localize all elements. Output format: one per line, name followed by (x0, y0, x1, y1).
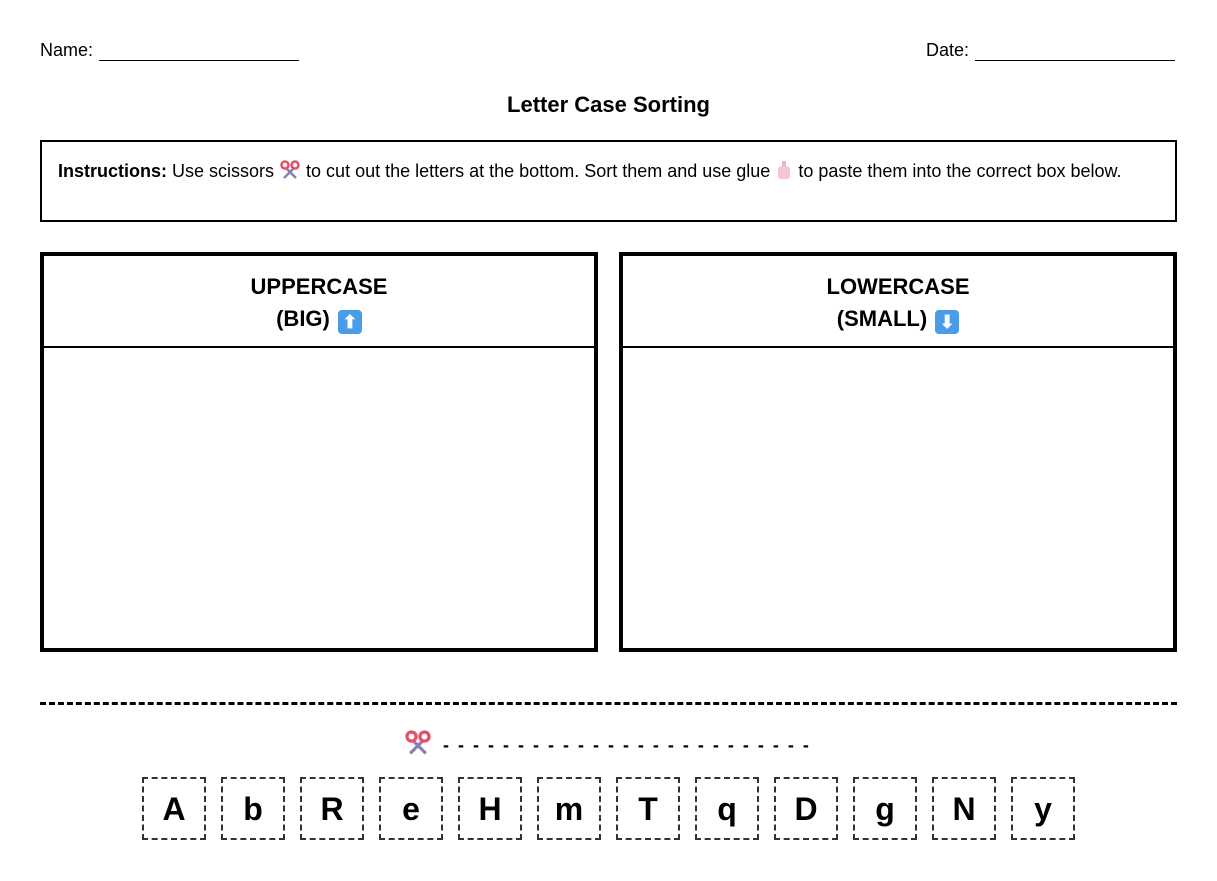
name-field (40, 40, 299, 61)
name-blank[interactable] (99, 45, 299, 61)
cut-guide (405, 730, 811, 761)
lowercase-box (619, 252, 1177, 652)
letter-card[interactable]: T (616, 777, 680, 840)
instructions-label: Instructions: (58, 161, 168, 181)
instructions-text-1: Use scissors (172, 161, 275, 181)
instructions-text-3: to paste them into the correct box below. (798, 161, 1122, 181)
scissors-icon (405, 730, 431, 761)
letter-card[interactable]: A (142, 777, 206, 840)
date-field (926, 40, 1175, 61)
arrow-down-icon: ⬇ (935, 310, 959, 334)
letter-card[interactable]: D (774, 777, 838, 840)
page-title: Letter Case Sorting (507, 92, 710, 117)
letter-card[interactable]: q (695, 777, 759, 840)
letter-card[interactable]: m (537, 777, 601, 840)
date-blank[interactable] (975, 45, 1175, 61)
cut-dashes: - - - - - - - - - - - - - - - - - - - - - - - - - (443, 735, 811, 755)
letter-card[interactable]: b (221, 777, 285, 840)
letter-card[interactable]: N (932, 777, 996, 840)
lowercase-title: LOWERCASE (826, 274, 970, 299)
instructions-box (40, 140, 1177, 222)
name-label: Name: (40, 40, 94, 60)
letter-card[interactable]: y (1011, 777, 1075, 840)
scissors-icon (280, 160, 300, 185)
letter-cards (142, 777, 1075, 840)
lowercase-subtitle: (SMALL) (836, 306, 928, 331)
uppercase-box (40, 252, 598, 652)
letter-card[interactable]: R (300, 777, 364, 840)
arrow-up-icon: ⬆ (338, 310, 362, 334)
letter-card[interactable]: H (458, 777, 522, 840)
cut-line (40, 702, 1177, 705)
instructions-text-2: to cut out the letters at the bottom. Sort them and use glue (306, 161, 771, 181)
uppercase-subtitle: (BIG) (276, 306, 330, 331)
glue-bottle-icon (776, 160, 792, 185)
letter-card[interactable]: e (379, 777, 443, 840)
date-label: Date: (926, 40, 970, 60)
letter-card[interactable]: g (853, 777, 917, 840)
uppercase-title: UPPERCASE (250, 274, 388, 299)
